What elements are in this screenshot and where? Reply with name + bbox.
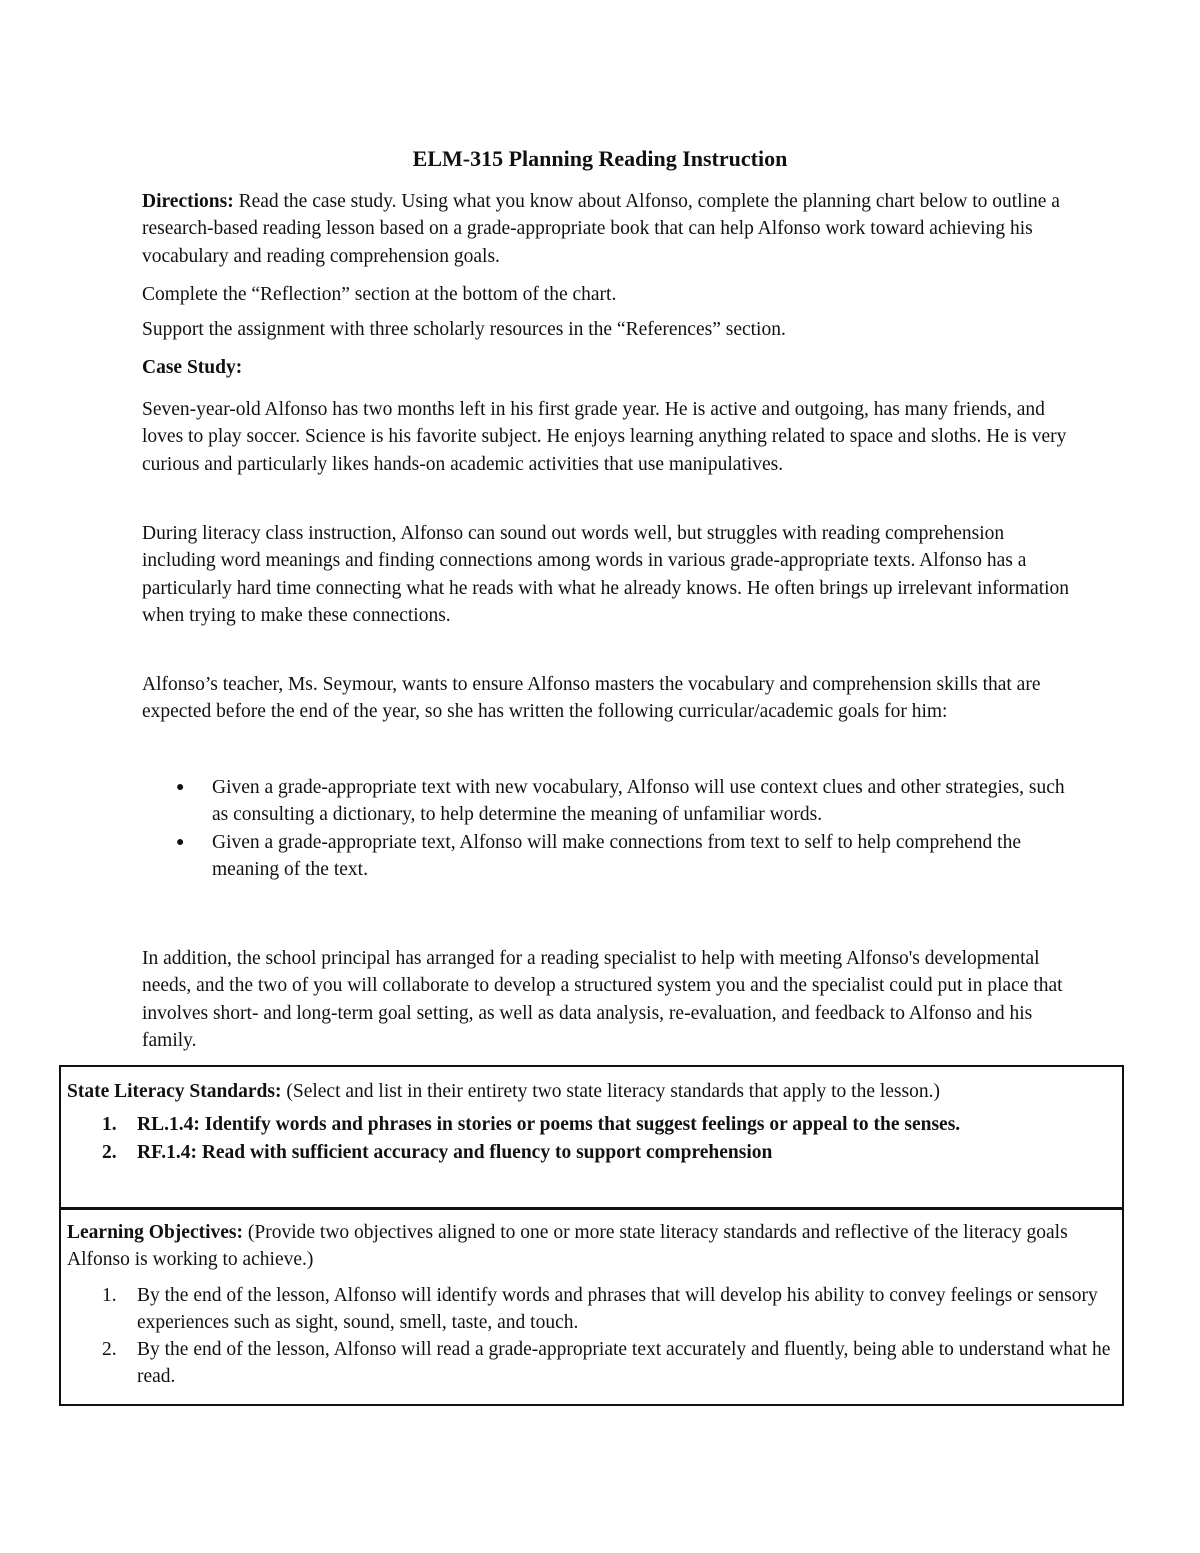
goal-text: Given a grade-appropriate text with new vocabulary, Alfonso will use context clues and other strategies, such as consulting a dictionary, to help determine the meaning of unfamiliar words. (212, 777, 1065, 826)
directions-paragraph (142, 188, 1072, 270)
standards-header (67, 1078, 1118, 1105)
list-item (67, 1111, 1118, 1138)
goals-list (172, 774, 1072, 883)
references-note: Support the assignment with three scholarly resources in the “References” section. (142, 319, 786, 340)
case-study-paragraph-3: Alfonso’s teacher, Ms. Seymour, wants to ensure Alfonso masters the vocabulary and comprehension skills that are expected before the end of the year, so she has written the following curricular/academic goals for him: (142, 674, 1041, 723)
objectives-instruction: (Provide two objectives aligned to one or more state literacy standards and reflective of the literacy goals Alfonso is working to achieve.) (67, 1222, 1068, 1271)
objectives-table-cell (59, 1208, 1124, 1406)
goal-text: Given a grade-appropriate text, Alfonso will make connections from text to self to help comprehend the meaning of the text. (212, 831, 1022, 880)
list-item (172, 829, 1072, 884)
objective-text: By the end of the lesson, Alfonso will identify words and phrases that will develop his ability to convey feelings or sensory experiences such as sight, sound, smell, taste, and touch. (137, 1284, 1098, 1333)
list-item (172, 774, 1072, 829)
item-number: 1. (102, 1284, 117, 1306)
list-item (67, 1282, 1118, 1337)
reflection-note: Complete the “Reflection” section at the bottom of the chart. (142, 284, 617, 305)
objectives-label: Learning Objectives: (67, 1222, 244, 1243)
standard-text: RL.1.4: Identify words and phrases in stories or poems that suggest feelings or appeal to the senses. (137, 1114, 961, 1136)
objective-text: By the end of the lesson, Alfonso will read a grade-appropriate text accurately and fluently, being able to understand what he read. (137, 1339, 1111, 1388)
case-study-paragraph-1: Seven-year-old Alfonso has two months left in his first grade year. He is active and outgoing, has many friends, and loves to play soccer. Science is his favorite subject. He enjoys learning anything related to space and sloths. He is very curious and particularly likes hands-on academic activities that use manipulatives. (142, 399, 1067, 475)
list-item (67, 1139, 1118, 1166)
bullet-icon: ● (176, 834, 185, 850)
standards-label: State Literacy Standards: (67, 1081, 282, 1102)
standard-text: RF.1.4: Read with sufficient accuracy and fluency to support comprehension (137, 1141, 773, 1163)
directions-text: Read the case study. Using what you know about Alfonso, complete the planning chart below to outline a research-based reading lesson based on a grade-appropriate book that can help Alfonso work toward achieving his vocabulary and reading comprehension goals. (142, 191, 1060, 267)
list-item (67, 1336, 1118, 1391)
case-study-heading: Case Study: (142, 357, 243, 378)
standards-instruction: (Select and list in their entirety two state literacy standards that apply to the lesson.) (281, 1081, 940, 1102)
case-study-paragraph-2: During literacy class instruction, Alfonso can sound out words well, but struggles with reading comprehension including word meanings and finding connections among words in various grade-appropriate texts. Alfonso has a particularly hard time connecting what he reads with what he already knows. He often brings up irrelevant information when trying to make these connections. (142, 523, 1070, 626)
standards-table-cell (59, 1065, 1124, 1210)
standards-list (67, 1111, 1118, 1166)
item-number: 2. (102, 1339, 117, 1361)
item-number: 2. (102, 1141, 117, 1163)
page-title: ELM-315 Planning Reading Instruction (412, 146, 788, 171)
case-study-paragraph-4: In addition, the school principal has arranged for a reading specialist to help with meeting Alfonso's developmental needs, and the two of you will collaborate to develop a structured system you and the specialist could put in place that involves short- and long-term goal setting, as well as data analysis, re-evaluation, and feedback to Alfonso and his family. (142, 948, 1063, 1051)
objectives-header (67, 1219, 1118, 1274)
item-number: 1. (102, 1114, 117, 1136)
objectives-list (67, 1282, 1118, 1391)
bullet-icon: ● (176, 780, 185, 795)
directions-label: Directions: (142, 191, 234, 212)
